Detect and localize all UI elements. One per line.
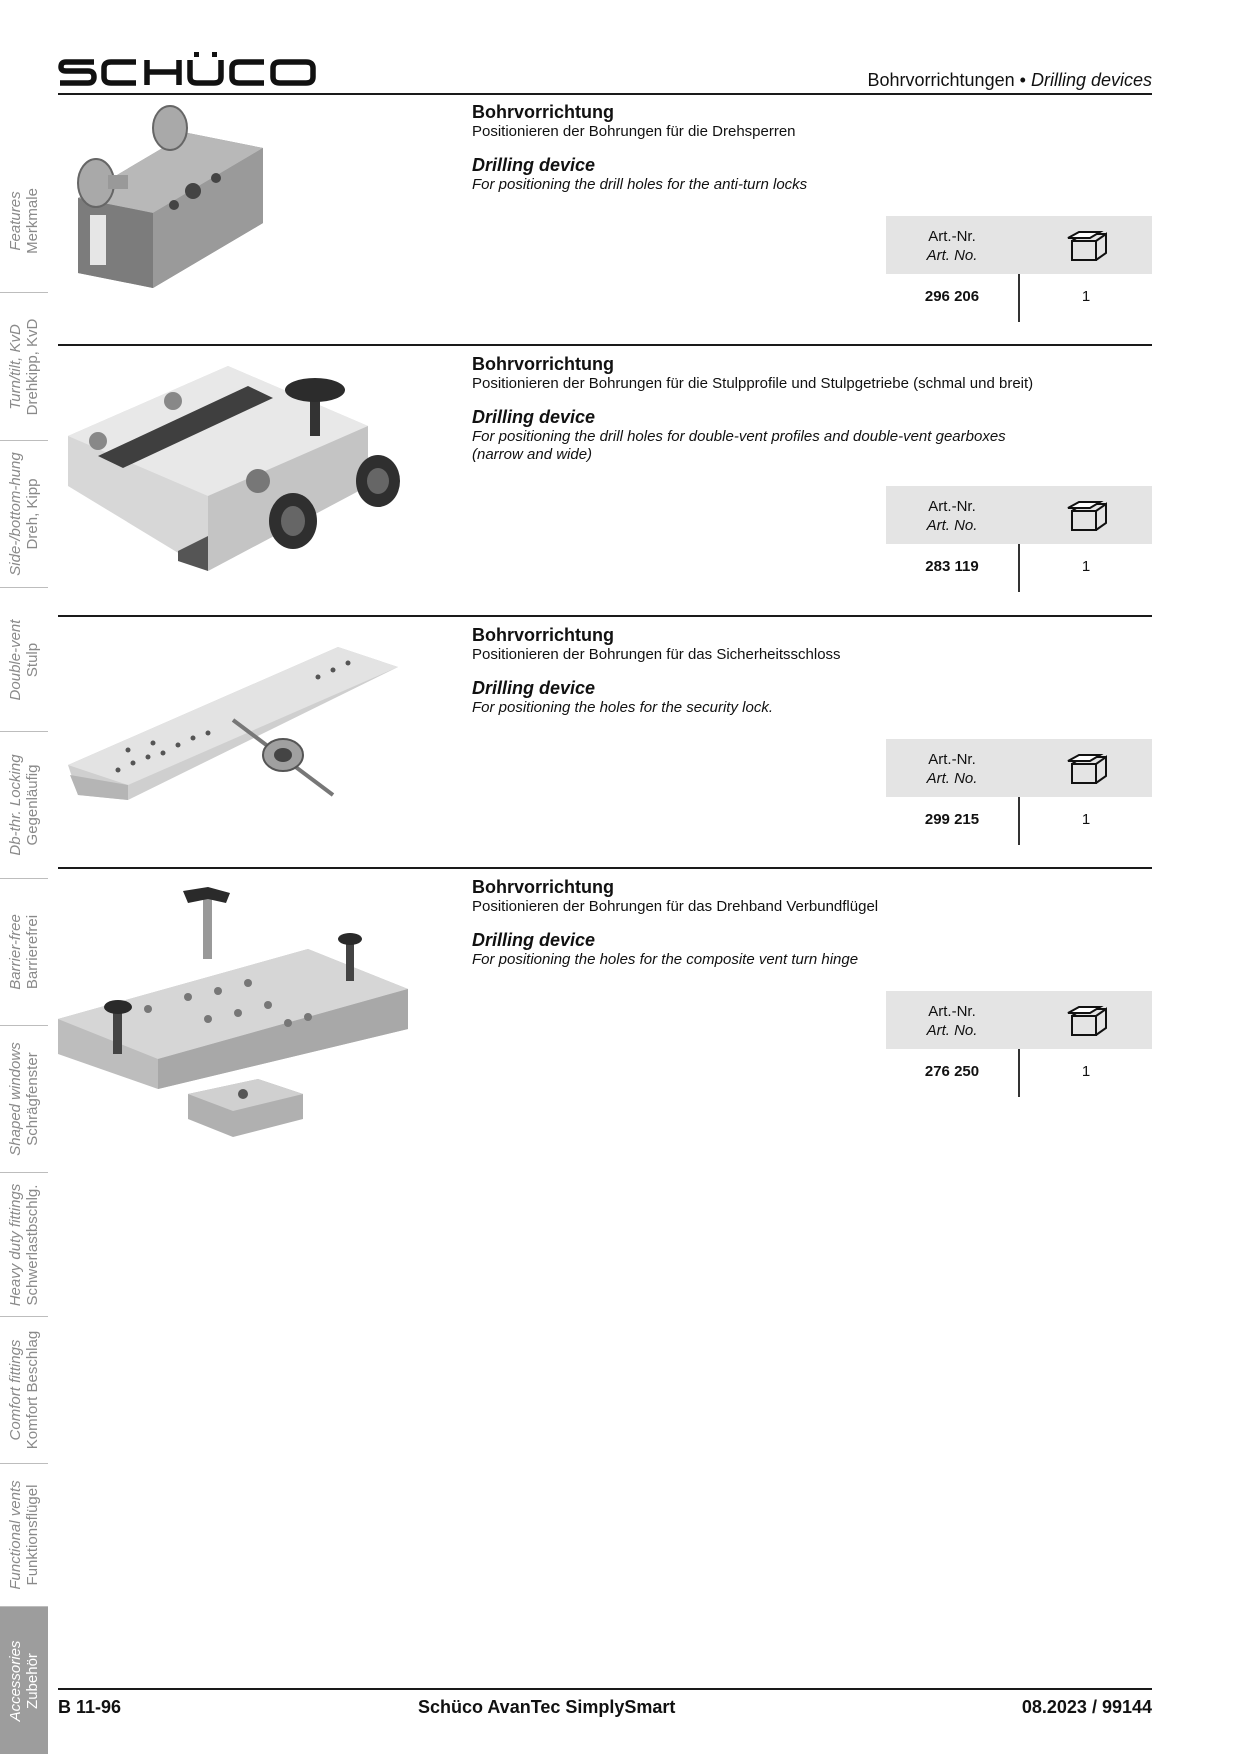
section-rule	[58, 867, 1152, 869]
article-table	[886, 991, 1152, 1097]
drilling-jig-illustration	[58, 356, 418, 586]
product-image-composite-vent-hinge-jig	[58, 879, 438, 1149]
product-image-anti-turn-lock-jig	[58, 103, 438, 303]
page-header-title: Bohrvorrichtungen • Drilling devices	[867, 70, 1152, 90]
side-tab-functional-vents[interactable]: Functional vents Funktionsflügel	[0, 1464, 48, 1607]
package-box-icon	[1066, 498, 1110, 537]
article-table-header: Art.-Nr. Art. No.	[886, 486, 1152, 544]
product-text: Bohrvorrichtung Positionieren der Bohrungen für die Stulpprofile und Stulpgetriebe (schmal und breit) Drilling device For positioning the drill holes for double-vent profiles and double-vent gearboxes (narrow and wide)	[472, 354, 1034, 463]
article-table	[886, 486, 1152, 592]
drilling-jig-illustration	[58, 103, 288, 288]
article-table-header: Art.-Nr. Art. No.	[886, 739, 1152, 797]
drilling-jig-illustration	[58, 635, 418, 835]
footer-product-line: Schüco AvanTec SimplySmart	[418, 1697, 676, 1717]
product-image-double-vent-jig	[58, 356, 438, 596]
schueco-logo-icon	[58, 52, 318, 88]
drilling-jig-illustration	[58, 879, 418, 1144]
article-table	[886, 216, 1152, 322]
footer-page-number: B 11-96	[58, 1697, 122, 1717]
article-table	[886, 739, 1152, 845]
side-tab-barrier-free[interactable]: Barrier-free Barrierefrei	[0, 879, 48, 1026]
article-table-header: Art.-Nr. Art. No.	[886, 216, 1152, 274]
product-text: Bohrvorrichtung Positionieren der Bohrungen für die Drehsperren Drilling device For positioning the drill holes for the anti-turn locks	[472, 102, 808, 193]
article-table-header: Art.-Nr. Art. No.	[886, 991, 1152, 1049]
product-image-security-lock-jig	[58, 635, 438, 835]
side-tab-heavy-duty[interactable]: Heavy duty fittings Schwerlastbschlg.	[0, 1173, 48, 1317]
side-tab-shaped-windows[interactable]: Shaped windows Schrägfenster	[0, 1026, 48, 1173]
side-tab-accessories[interactable]: Accessories Zubehör	[0, 1607, 48, 1754]
side-tab-features[interactable]: Features Merkmale	[0, 150, 48, 293]
article-row: 283 119 1	[886, 544, 1152, 592]
product-text: Bohrvorrichtung Positionieren der Bohrungen für das Sicherheitsschloss Drilling device For positioning the holes for the security lock.	[472, 625, 841, 716]
product-276250	[58, 867, 1152, 1157]
side-tab-comfort-fittings[interactable]: Comfort fittings Komfort Beschlag	[0, 1317, 48, 1464]
section-rule	[58, 615, 1152, 617]
footer-edition: 08.2023 / 99144	[1021, 1697, 1152, 1717]
product-283119	[58, 344, 1152, 614]
side-tab-turn-tilt[interactable]: Turn/tilt, KvD Drehkipp, KvD	[0, 293, 48, 441]
side-tab-side-bottom-hung[interactable]: Side-/bottom-hung Dreh, Kipp	[0, 441, 48, 588]
article-row: 276 250 1	[886, 1049, 1152, 1097]
footer-rule	[58, 1688, 1152, 1690]
product-296206	[58, 95, 1152, 345]
article-row: 299 215 1	[886, 797, 1152, 845]
product-text: Bohrvorrichtung Positionieren der Bohrungen für das Drehband Verbundflügel Drilling device For positioning the holes for the composite vent turn hinge	[472, 877, 879, 968]
schueco-logo	[58, 52, 318, 93]
side-tab-double-vent[interactable]: Double-vent Stulp	[0, 588, 48, 732]
product-299215	[58, 615, 1152, 867]
section-rule	[58, 344, 1152, 346]
article-row: 296 206 1	[886, 274, 1152, 322]
package-box-icon	[1066, 228, 1110, 267]
side-tab-db-thr-locking[interactable]: Db-thr. Locking Gegenläufig	[0, 732, 48, 879]
package-box-icon	[1066, 1003, 1110, 1042]
package-box-icon	[1066, 751, 1110, 790]
